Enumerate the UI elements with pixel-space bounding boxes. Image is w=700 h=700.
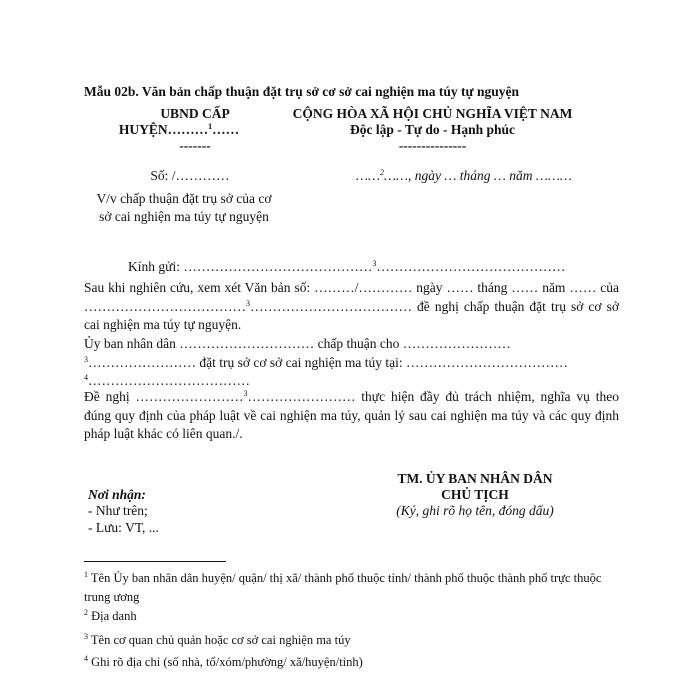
form-title: Mẫu 02b. Văn bản chấp thuận đặt trụ sở cơ sở cai nghiện ma túy tự nguyện (84, 84, 519, 99)
place-date: ……$^2$……, ngày … tháng … năm ……… (356, 168, 572, 183)
issuer-rule: ------- (179, 138, 211, 153)
signature-instruction: (Ký, ghi rõ họ tên, đóng dấu) (396, 503, 554, 518)
subject (84, 190, 284, 226)
recipient-item: - Lưu: VT, ... (88, 520, 159, 535)
document-number: Số: /………… (150, 168, 230, 183)
recipient-item: - Như trên; (88, 503, 148, 518)
subject-line2: sở cai nghiện ma túy tự nguyện (99, 209, 269, 224)
signature-title: CHỦ TỊCH (441, 487, 509, 502)
footnote-3: $^3$ Tên cơ quan chủ quản hoặc cơ sở cai nghiện ma túy (84, 632, 351, 647)
footnote-1: $^1$ Tên Ủy ban nhân dân huyện/ quận/ thị xã/ thành phố thuộc tỉnh/ thành phố thuộc thành phố trực thuộc trung ương (84, 570, 602, 604)
paragraph-request: Đề nghị ……………………$^3$…………………… thực hiện đầy đủ trách nhiệm, nghĩa vụ theo đúng quy định của pháp luật về cai nghiện ma túy, quản lý sau cai nghiện ma túy và các quy định pháp luật khác có liên quan./. (84, 389, 619, 441)
national-title: CỘNG HÒA XÃ HỘI CHỦ NGHĨA VIỆT NAM (292, 106, 573, 121)
recipients-label: Nơi nhận: (88, 487, 146, 502)
national-motto: Độc lập - Tự do - Hạnh phúc (349, 122, 516, 137)
issuer-line1: UBND CẤP (160, 106, 230, 121)
addressee: Kính gửi: ……………………………………$^3$…………………………………… (128, 259, 566, 274)
motto-rule: --------------- (398, 138, 467, 153)
paragraph-approval: Ủy ban nhân dân ………………………… chấp thuận cho …………………… $^3$…………………… đặt trụ sở cơ sở cai nghiện ma túy tại: ……………………………… $^4$……………………………… (84, 336, 568, 388)
footnote-2: $^2$ Địa danh (84, 608, 137, 623)
signature-org: TM. ỦY BAN NHÂN DÂN (397, 471, 553, 486)
subject-line1: V/v chấp thuận đặt trụ sở của cơ (96, 191, 272, 206)
footnote-4: $^4$ Ghi rõ địa chỉ (số nhà, tổ/xóm/phường/ xã/huyện/tỉnh) (84, 654, 363, 669)
paragraph-review: Sau khi nghiên cứu, xem xét Văn bản số: ………/………… ngày …… tháng …… năm …… của ………………………………$^3$……………………………… đề nghị chấp thuận đặt trụ sở cơ sở cai nghiện ma túy tự nguyện. (84, 280, 619, 332)
issuer-line2: HUYỆN………$^1$…… (118, 122, 240, 137)
footnote-separator (84, 561, 226, 562)
